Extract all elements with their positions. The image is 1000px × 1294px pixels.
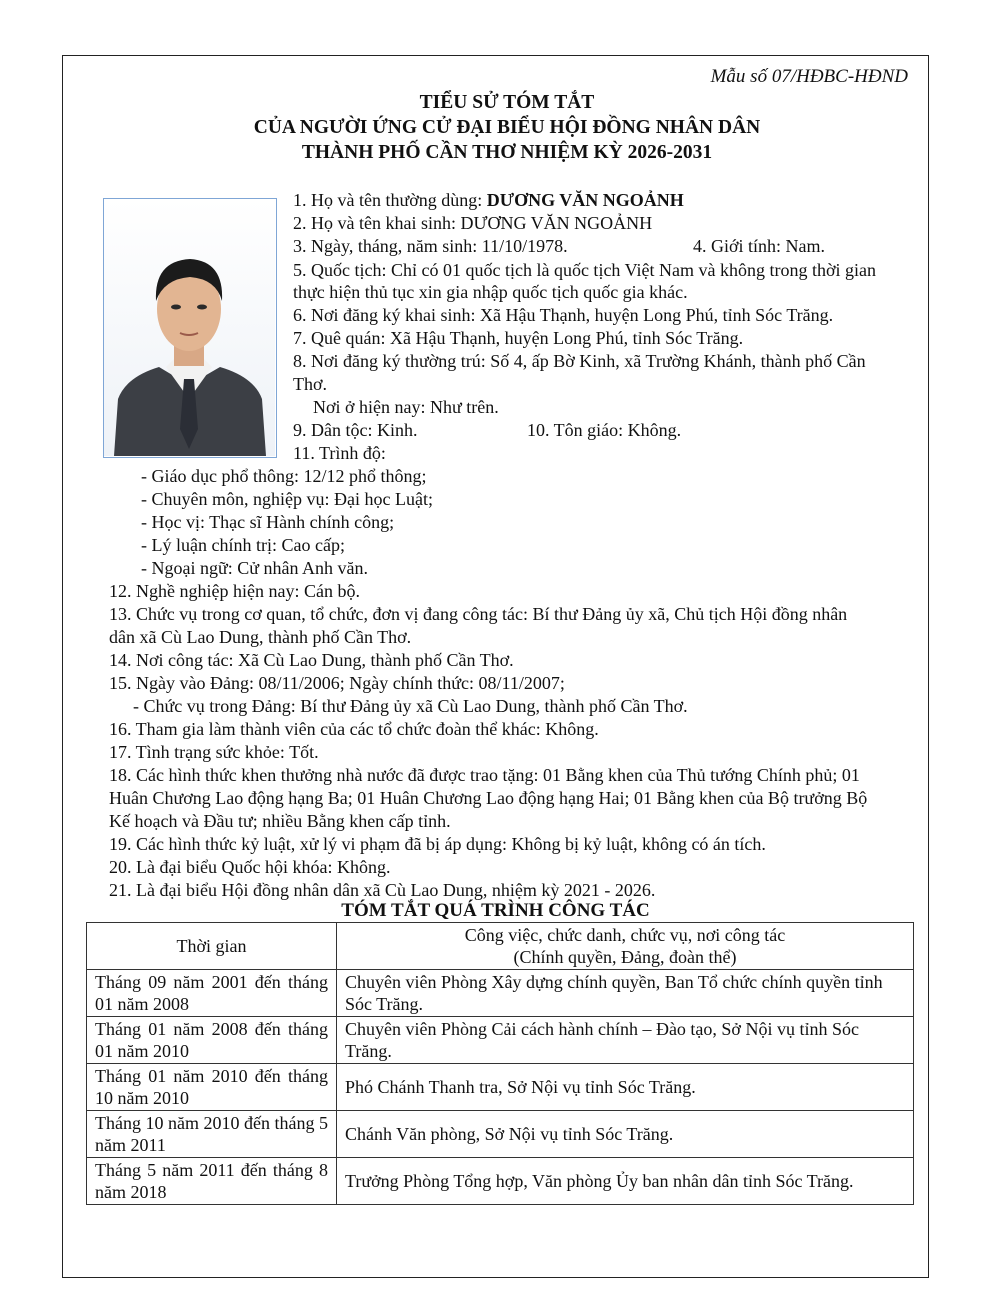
- bio-item-18-line-2: Huân Chương Lao động hạng Ba; 01 Huân Chương Lao động hạng Hai; 01 Bằng khen của Bộ trưởng Bộ: [109, 788, 868, 808]
- row-role: Chuyên viên Phòng Cải cách hành chính – Đào tạo, Sở Nội vụ tỉnh Sóc Trăng.: [337, 1017, 914, 1064]
- bio-item-11: 11. Trình độ:: [293, 443, 386, 463]
- title-line-3: THÀNH PHỐ CẦN THƠ NHIỆM KỲ 2026-2031: [301, 142, 713, 163]
- bio-item-21: 21. Là đại biểu Hội đồng nhân dân xã Cù Lao Dung, nhiệm kỳ 2021 - 2026.: [109, 880, 656, 900]
- row-role: Trưởng Phòng Tổng hợp, Văn phòng Ủy ban nhân dân tỉnh Sóc Trăng.: [337, 1158, 914, 1205]
- bio-item-19: 19. Các hình thức kỷ luật, xử lý vi phạm đã bị áp dụng: Không bị kỷ luật, không có án tích.: [109, 834, 766, 854]
- education-degree: - Học vị: Thạc sĩ Hành chính công;: [141, 512, 395, 532]
- bio-item-18-line-1: 18. Các hình thức khen thưởng nhà nước đã được trao tặng: 01 Bằng khen của Thủ tướng Chính phủ; 01: [109, 765, 860, 785]
- header-time: Thời gian: [87, 923, 337, 970]
- work-history-title: TÓM TẮT QUÁ TRÌNH CÔNG TÁC: [341, 900, 650, 921]
- bio-item-17: 17. Tình trạng sức khỏe: Tốt.: [109, 742, 319, 762]
- bio-item-20: 20. Là đại biểu Quốc hội khóa: Không.: [109, 857, 391, 877]
- table-row: [87, 1158, 914, 1205]
- bio-item-16: 16. Tham gia làm thành viên của các tổ chức đoàn thể khác: Không.: [109, 719, 599, 739]
- row-role: Chánh Văn phòng, Sở Nội vụ tỉnh Sóc Trăng.: [337, 1111, 914, 1158]
- bio-item-6: 6. Nơi đăng ký khai sinh: Xã Hậu Thạnh, huyện Long Phú, tỉnh Sóc Trăng.: [293, 305, 834, 325]
- table-header-row: [87, 923, 914, 970]
- table-row: [87, 1111, 914, 1158]
- bio-item-2: 2. Họ và tên khai sinh: DƯƠNG VĂN NGOẢNH: [293, 213, 653, 233]
- common-name-label: 1. Họ và tên thường dùng:: [293, 190, 487, 210]
- bio-item-8-line-1: 8. Nơi đăng ký thường trú: Số 4, ấp Bờ Kinh, xã Trường Khánh, thành phố Cần: [293, 351, 866, 371]
- bio-item-7: 7. Quê quán: Xã Hậu Thạnh, huyện Long Phú, tỉnh Sóc Trăng.: [293, 328, 744, 348]
- header-role-line-2: (Chính quyền, Đảng, đoàn thể): [513, 947, 737, 967]
- bio-item-5-line-1: 5. Quốc tịch: Chỉ có 01 quốc tịch là quốc tịch Việt Nam và không trong thời gian: [293, 260, 876, 280]
- bio-item-13-line-1: 13. Chức vụ trong cơ quan, tổ chức, đơn vị đang công tác: Bí thư Đảng ủy xã, Chủ tịch Hội đồng nhân: [109, 604, 848, 624]
- bio-item-9: 9. Dân tộc: Kinh.: [293, 420, 418, 440]
- bio-item-15: 15. Ngày vào Đảng: 08/11/2006; Ngày chính thức: 08/11/2007;: [109, 673, 565, 693]
- current-residence: Nơi ở hiện nay: Như trên.: [313, 397, 499, 417]
- work-history-table: [86, 922, 914, 1205]
- common-name-value: DƯƠNG VĂN NGOẢNH: [486, 190, 684, 210]
- bio-item-13-line-2: dân xã Cù Lao Dung, thành phố Cần Thơ.: [109, 627, 412, 647]
- bio-item-8-line-2: Thơ.: [293, 374, 328, 394]
- table-row: [87, 1017, 914, 1064]
- bio-item-18-line-3: Kế hoạch và Đầu tư; nhiều Bằng khen cấp tỉnh.: [109, 811, 451, 831]
- education-foreign-language: - Ngoại ngữ: Cử nhân Anh văn.: [141, 558, 368, 578]
- bio-item-3: 3. Ngày, tháng, năm sinh: 11/10/1978.: [293, 236, 568, 256]
- bio-item-4: 4. Giới tính: Nam.: [693, 236, 826, 256]
- row-period: Tháng 01 năm 2008 đến tháng 01 năm 2010: [87, 1017, 337, 1064]
- candidate-portrait-photo: [103, 198, 277, 458]
- education-professional: - Chuyên môn, nghiệp vụ: Đại học Luật;: [141, 489, 433, 509]
- bio-item-10: 10. Tôn giáo: Không.: [527, 420, 682, 440]
- row-period: Tháng 10 năm 2010 đến tháng 5 năm 2011: [87, 1111, 337, 1158]
- header-role: [337, 923, 914, 970]
- header-role-line-1: Công việc, chức danh, chức vụ, nơi công tác: [464, 925, 786, 945]
- row-role: Phó Chánh Thanh tra, Sở Nội vụ tỉnh Sóc Trăng.: [337, 1064, 914, 1111]
- bio-item-5-line-2: thực hiện thủ tục xin gia nhập quốc tịch quốc gia khác.: [293, 282, 688, 302]
- bio-item-14: 14. Nơi công tác: Xã Cù Lao Dung, thành phố Cần Thơ.: [109, 650, 514, 670]
- table-row: [87, 970, 914, 1017]
- party-position: - Chức vụ trong Đảng: Bí thư Đảng ủy xã Cù Lao Dung, thành phố Cần Thơ.: [133, 696, 688, 716]
- row-period: Tháng 5 năm 2011 đến tháng 8 năm 2018: [87, 1158, 337, 1205]
- table-row: [87, 1064, 914, 1111]
- bio-item-12: 12. Nghề nghiệp hiện nay: Cán bộ.: [109, 581, 360, 601]
- education-general: - Giáo dục phổ thông: 12/12 phổ thông;: [141, 466, 427, 486]
- row-period: Tháng 01 năm 2010 đến tháng 10 năm 2010: [87, 1064, 337, 1111]
- title-line-1: TIỂU SỬ TÓM TẮT: [419, 92, 595, 113]
- bio-item-1: [293, 189, 684, 211]
- title-line-2: CỦA NGƯỜI ỨNG CỬ ĐẠI BIỂU HỘI ĐỒNG NHÂN DÂN: [253, 117, 761, 138]
- row-role: Chuyên viên Phòng Xây dựng chính quyền, Ban Tổ chức chính quyền tỉnh Sóc Trăng.: [337, 970, 914, 1017]
- row-period: Tháng 09 năm 2001 đến tháng 01 năm 2008: [87, 970, 337, 1017]
- form-code: Mẫu số 07/HĐBC-HĐND: [710, 66, 908, 87]
- education-political-theory: - Lý luận chính trị: Cao cấp;: [141, 535, 345, 555]
